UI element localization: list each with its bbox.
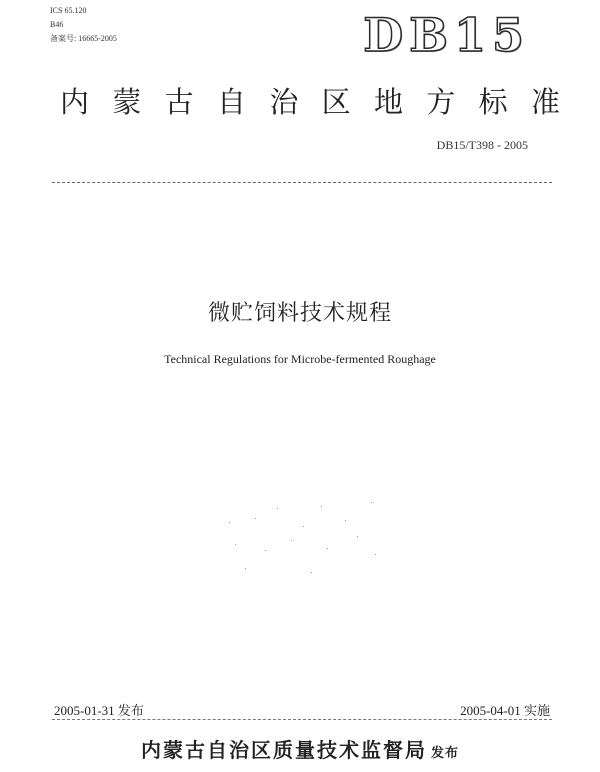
issue-date: 2005-01-31 发布	[54, 703, 144, 718]
region-standard-title	[60, 80, 560, 121]
region-title-char: 方	[426, 85, 456, 119]
chinese-title: 微贮饲料技术规程	[207, 301, 392, 326]
top-divider	[52, 182, 552, 183]
region-title-char: 自	[216, 85, 246, 119]
scan-noise	[225, 500, 385, 580]
issuer-name: 内蒙古自治区质量技术监督局	[140, 738, 427, 762]
english-title: Technical Regulations for Microbe-fermented Roughage	[164, 352, 436, 366]
standard-number: DB15/T398 - 2005	[436, 138, 528, 152]
classification-code: B46	[50, 20, 64, 29]
region-title-char: 准	[530, 85, 560, 119]
region-title-char: 治	[269, 85, 299, 119]
bottom-divider	[52, 719, 552, 720]
region-title-char: 地	[373, 85, 403, 119]
issuing-authority	[0, 734, 600, 763]
region-title-char: 区	[321, 85, 351, 119]
db-logo: DB15	[363, 8, 530, 62]
region-title-char: 标	[478, 85, 508, 119]
ics-code: ICS 65.120	[50, 6, 87, 15]
record-number: 备案号: 16665-2005	[50, 34, 117, 43]
region-title-char: 古	[164, 85, 194, 119]
document-meta	[50, 4, 117, 46]
region-title-char: 内	[60, 85, 90, 119]
region-title-char: 蒙	[112, 85, 142, 119]
issuer-suffix: 发布	[430, 746, 459, 761]
effective-date: 2005-04-01 实施	[460, 703, 550, 718]
